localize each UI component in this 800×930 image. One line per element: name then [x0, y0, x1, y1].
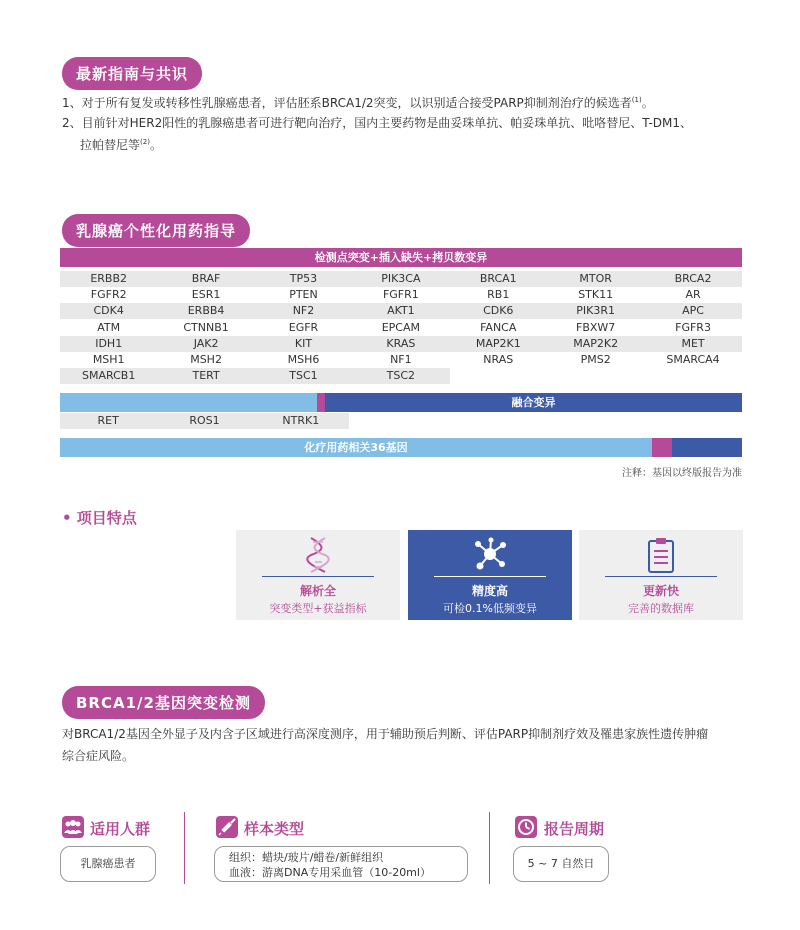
guideline-item-2-ref: (2) — [140, 138, 150, 146]
gene-cell: EGFR — [288, 320, 319, 334]
feature-subtitle: 可检0.1%低频变异 — [443, 602, 537, 615]
brca-description-line1: 对BRCA1/2基因全外显子及内含子区域进行高深度测序，用于辅助预后判断、评估PARP抑制剂疗效及罹患家族性遗传肿瘤 — [62, 727, 709, 741]
chemo-bar — [60, 438, 742, 457]
dna-icon — [236, 536, 400, 572]
population-value: 乳腺癌患者 — [80, 857, 136, 870]
gene-cell: MAP2K1 — [475, 336, 521, 350]
fusion-bar-label: 融合变异 — [511, 396, 556, 409]
gene-cell: SMARCA4 — [666, 353, 720, 366]
feature-card-update — [579, 530, 743, 620]
gene-cell: APC — [682, 304, 704, 318]
fusion-gene: NTRK1 — [282, 414, 320, 427]
chemo-bar-navy — [672, 438, 742, 457]
gene-cell: MET — [681, 336, 705, 350]
guideline-item-1-end: 。 — [641, 96, 654, 110]
gene-cell: TSC2 — [386, 369, 416, 383]
gene-row — [60, 287, 742, 303]
gene-cell: ERBB2 — [90, 272, 128, 285]
gene-cell: MTOR — [579, 272, 612, 285]
fusion-gene: RET — [97, 414, 119, 427]
guideline-item-1-ref: (1) — [631, 96, 642, 104]
gene-cell: KIT — [294, 336, 313, 350]
feature-card-precision — [408, 530, 572, 620]
gene-cell: TSC1 — [289, 369, 318, 383]
gene-cell: BRCA1 — [479, 272, 517, 285]
gene-cell: KRAS — [386, 336, 416, 350]
fusion-bar-light — [60, 393, 317, 412]
gene-cell: NF1 — [390, 353, 412, 366]
gene-cell: PIK3CA — [381, 272, 421, 285]
population-title: 适用人群 — [90, 820, 151, 838]
guideline-item-2-line1: 2、目前针对HER2阳性的乳腺癌患者可进行靶向治疗，国内主要药物是曲妥珠单抗、帕妥珠单抗、吡咯替尼、T-DM1、 — [62, 116, 693, 130]
molecule-icon — [408, 536, 572, 572]
gene-cell: ATM — [97, 320, 121, 334]
people-icon — [62, 816, 84, 838]
gene-cell: NF2 — [292, 304, 315, 318]
sample-line2: 血液：游离DNA专用采血管（10-20ml） — [229, 866, 431, 879]
gene-row — [60, 303, 742, 319]
gene-cell: AKT1 — [387, 304, 415, 318]
cycle-value: 5 ~ 7 自然日 — [527, 857, 595, 870]
gene-cell: ESR1 — [191, 288, 221, 302]
gene-cell: BRCA2 — [674, 272, 712, 285]
gene-row — [60, 368, 450, 384]
gene-row — [60, 271, 742, 287]
feature-divider — [262, 576, 374, 577]
section-divider — [489, 812, 490, 884]
gene-cell: FANCA — [480, 320, 517, 334]
feature-card-comprehensive — [236, 530, 400, 620]
gene-note: 注释：基因以终版报告为准 — [622, 468, 742, 479]
gene-cell: PMS2 — [580, 353, 611, 366]
medication-title: 乳腺癌个性化用药指导 — [62, 214, 250, 247]
feature-title: 精度高 — [471, 584, 508, 598]
gene-cell: TP53 — [289, 272, 318, 285]
guideline-item-2 — [62, 114, 692, 155]
gene-cell: MAP2K2 — [573, 336, 619, 350]
brca-title: BRCA1/2基因突变检测 — [62, 686, 265, 719]
clipboard-icon — [579, 536, 743, 572]
gene-cell: CDK6 — [483, 304, 514, 318]
feature-divider — [605, 576, 717, 577]
gene-row — [60, 320, 742, 336]
gene-cell: FGFR1 — [382, 288, 419, 302]
gene-cell: PTEN — [289, 288, 318, 302]
guideline-item-2-end: 。 — [149, 138, 162, 152]
feature-subtitle: 完善的数据库 — [628, 602, 694, 615]
gene-cell: ERBB4 — [187, 304, 225, 318]
guideline-item-2-line2: 拉帕替尼等 — [80, 138, 141, 152]
feature-divider — [434, 576, 546, 577]
brca-description — [62, 723, 708, 767]
gene-cell: FBXW7 — [576, 320, 616, 334]
brca-description-line2: 综合症风险。 — [62, 749, 135, 763]
guideline-item-1 — [62, 91, 654, 113]
feature-title: 解析全 — [299, 584, 336, 598]
feature-title: 更新快 — [642, 584, 679, 598]
fusion-bar — [60, 393, 742, 412]
gene-cell: MSH1 — [92, 353, 125, 366]
gene-cell: AR — [685, 288, 701, 302]
syringe-icon — [216, 816, 238, 838]
features-title: • 项目特点 — [62, 509, 137, 527]
fusion-gene: ROS1 — [189, 414, 220, 427]
sample-title: 样本类型 — [244, 820, 305, 838]
section-divider — [184, 812, 185, 884]
population-box — [60, 846, 156, 882]
gene-cell: TERT — [192, 369, 220, 383]
gene-cell: FGFR3 — [675, 320, 711, 334]
chemo-bar-label: 化疗用药相关36基因 — [304, 441, 408, 454]
sample-line1: 组织：蜡块/玻片/蜡卷/新鲜组织 — [229, 851, 384, 864]
gene-cell: PIK3R1 — [576, 304, 616, 318]
gene-cell: JAK2 — [193, 336, 219, 350]
gene-cell: NRAS — [483, 353, 514, 366]
guideline-item-1-text: 1、对于所有复发或转移性乳腺癌患者，评估胚系BRCA1/2突变，以识别适合接受PARP抑制剂治疗的候选者 — [62, 96, 632, 110]
gene-cell: EPCAM — [381, 320, 420, 334]
gene-cell: SMARCB1 — [82, 369, 136, 383]
gene-row — [60, 352, 742, 368]
sample-box — [214, 846, 468, 882]
cycle-box — [513, 846, 609, 882]
gene-cell: RB1 — [487, 288, 510, 302]
gene-cell: STK11 — [578, 288, 614, 302]
guideline-title: 最新指南与共识 — [62, 57, 202, 90]
fusion-gene-row — [60, 413, 349, 429]
gene-row — [60, 336, 742, 352]
gene-cell: CTNNB1 — [183, 320, 229, 334]
gene-cell: FGFR2 — [90, 288, 127, 302]
gene-cell: IDH1 — [95, 336, 123, 350]
fusion-bar-magenta — [317, 393, 325, 412]
gene-cell: CDK4 — [93, 304, 124, 318]
gene-cell: MSH2 — [190, 353, 222, 366]
cycle-title: 报告周期 — [544, 820, 605, 838]
gene-cell: BRAF — [191, 272, 221, 285]
clock-icon — [515, 816, 537, 838]
feature-subtitle: 突变类型+获益指标 — [269, 602, 367, 615]
chemo-bar-magenta — [652, 438, 672, 457]
mutation-bar: 检测点突变+插入缺失+拷贝数变异 — [60, 248, 742, 267]
gene-cell: MSH6 — [287, 353, 320, 366]
